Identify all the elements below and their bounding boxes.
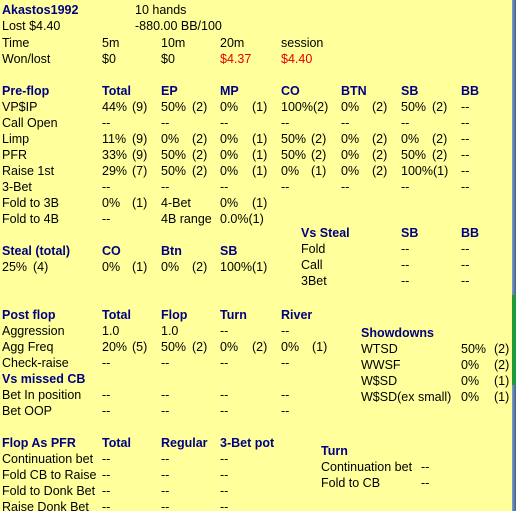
showdown-cell: (1) [494,374,510,388]
preflop-cell: (2) [372,132,388,146]
flop-pfr-cell: -- [102,468,111,482]
vs-steal-fold-bb: -- [461,242,470,256]
vs-steal-col-sb: SB [401,226,419,240]
fourbet-value: 0% [220,196,239,210]
steal-btn-value: 0% [161,260,180,274]
preflop-cell: -- [102,116,111,130]
showdown-cell: 0% [461,358,480,372]
flop-pfr-cell: -- [220,484,229,498]
steal-co-value: 0% [102,260,121,274]
vs-steal-fold-sb: -- [401,242,410,256]
preflop-cell: 0% [220,148,239,162]
postflop-cell: (5) [132,340,148,354]
preflop-cell: 100%(2) [281,100,329,114]
showdown-cell: W$SD [361,374,398,388]
flop-pfr-cell: Fold to Donk Bet [2,484,96,498]
player-name: Akastos1992 [2,3,79,17]
preflop-cell: -- [401,116,410,130]
preflop-cell: (2) [372,148,388,162]
postflop-col-river: River [281,308,313,322]
preflop-cell: -- [220,180,229,194]
preflop-cell: (2) [192,164,208,178]
vs-steal-call-label: Call [301,258,323,272]
preflop-cell: 0% [161,132,180,146]
showdown-cell: (2) [494,342,510,356]
preflop-cell: -- [161,116,170,130]
preflop-cell: -- [461,100,470,114]
flop-pfr-cell: Fold CB to Raise [2,468,97,482]
flop-pfr-col-3bet: 3-Bet pot [220,436,275,450]
preflop-cell: (2) [192,148,208,162]
window-scrollbar[interactable] [512,0,516,511]
preflop-title: Pre-flop [2,84,50,98]
flop-pfr-cell: -- [220,500,229,511]
preflop-cell: 29% [102,164,128,178]
postflop-col-total: Total [102,308,131,322]
steal-co-count: (1) [132,260,148,274]
preflop-cell: 50% [281,148,307,162]
preflop-col-ep: EP [161,84,178,98]
vs-missed-cb-cell: -- [281,388,290,402]
preflop-cell: PFR [2,148,27,162]
showdown-cell: (2) [494,358,510,372]
preflop-cell: 50% [161,100,187,114]
flop-pfr-cell: -- [220,468,229,482]
preflop-col-co: CO [281,84,300,98]
fourbet-count: (1) [252,196,268,210]
postflop-cell: Aggression [2,324,65,338]
preflop-cell: 50% [401,100,427,114]
preflop-cell: 0% [220,100,239,114]
flop-pfr-cell: -- [161,468,170,482]
preflop-cell: (2) [432,148,448,162]
preflop-cell: 0% [341,164,360,178]
preflop-cell: VP$IP [2,100,38,114]
time-col-5m: 5m [102,36,120,50]
preflop-cell: (9) [132,100,148,114]
flop-pfr-cell: -- [161,452,170,466]
flop-pfr-cell: Raise Donk Bet [2,500,89,511]
vs-missed-cb-cell: -- [220,404,229,418]
steal-total-count: (4) [33,260,49,274]
steal-col-co: CO [102,244,121,258]
time-label: Time [2,36,30,50]
vs-steal-3bet-label: 3Bet [301,274,327,288]
showdown-cell: 0% [461,390,480,404]
postflop-cell: (2) [192,340,208,354]
preflop-cell: 0% [281,164,300,178]
flop-pfr-cell: -- [220,452,229,466]
showdown-cell: 0% [461,374,480,388]
time-col-20m: 20m [220,36,245,50]
flop-pfr-cell: -- [102,484,111,498]
preflop-col-mp: MP [220,84,239,98]
preflop-cell: -- [461,116,470,130]
preflop-cell: 33% [102,148,128,162]
preflop-cell: 0% [341,100,360,114]
showdown-cell: (1) [494,390,510,404]
wonlost-label: Won/lost [2,52,51,66]
preflop-cell: 50% [281,132,307,146]
flop-pfr-cell: -- [102,500,111,511]
steal-sb-value: 100%(1) [220,260,268,274]
showdown-cell: 50% [461,342,487,356]
showdown-cell: W$SD(ex small) [361,390,452,404]
preflop-col-bb: BB [461,84,480,98]
fourbet-range-value: 0.0%(1) [220,212,264,226]
preflop-cell: 3-Bet [2,180,32,194]
postflop-cell: Check-raise [2,356,69,370]
preflop-cell: Call Open [2,116,58,130]
vs-steal-col-bb: BB [461,226,480,240]
wonlost-5m: $0 [102,52,116,66]
vs-steal-fold-label: Fold [301,242,326,256]
fold3b-label: Fold to 3B [2,196,59,210]
preflop-cell: -- [281,180,290,194]
wonlost-20m: $4.37 [220,52,252,66]
vs-steal-call-bb: -- [461,258,470,272]
preflop-cell: 0% [220,164,239,178]
fold4b-value: -- [102,212,111,226]
vs-missed-cb-cell: Bet In position [2,388,82,402]
preflop-cell: (2) [372,164,388,178]
preflop-cell: -- [341,116,350,130]
time-col-session: session [281,36,324,50]
preflop-cell: (1) [252,100,268,114]
postflop-cell: 0% [281,340,300,354]
postflop-cell: (1) [312,340,328,354]
flop-pfr-cell: Continuation bet [2,452,94,466]
postflop-col-flop: Flop [161,308,188,322]
postflop-cell: 1.0 [102,324,120,338]
preflop-cell: (9) [132,132,148,146]
steal-col-btn: Btn [161,244,182,258]
preflop-cell: Limp [2,132,30,146]
vs-steal-call-sb: -- [401,258,410,272]
preflop-cell: -- [102,180,111,194]
preflop-cell: (2) [192,132,208,146]
turn-fold-cb-value: -- [421,476,430,490]
fourbet-range-label: 4B range [161,212,212,226]
showdowns-title: Showdowns [361,326,434,340]
vs-missed-cb-cell: -- [102,388,111,402]
preflop-cell: 50% [161,148,187,162]
preflop-cell: (2) [311,148,327,162]
bb-per-100: -880.00 BB/100 [135,19,222,33]
fold3b-count: (1) [132,196,148,210]
postflop-cell: 1.0 [161,324,179,338]
preflop-cell: (7) [132,164,148,178]
postflop-cell: 50% [161,340,187,354]
fold4b-label: Fold to 4B [2,212,59,226]
preflop-cell: -- [461,148,470,162]
vs-missed-cb-cell: -- [220,388,229,402]
wonlost-session: $4.40 [281,52,313,66]
postflop-cell: 20% [102,340,128,354]
postflop-cell: -- [220,356,229,370]
vs-missed-cb-title: Vs missed CB [2,372,86,386]
vs-steal-3bet-sb: -- [401,274,410,288]
turn-title: Turn [321,444,348,458]
preflop-cell: (2) [432,100,448,114]
steal-btn-count: (2) [192,260,208,274]
vs-missed-cb-cell: -- [161,404,170,418]
preflop-cell: (1) [252,148,268,162]
preflop-cell: -- [281,116,290,130]
postflop-cell: 0% [220,340,239,354]
flop-pfr-col-total: Total [102,436,131,450]
hand-count: 10 hands [135,3,187,17]
preflop-cell: 100%(1) [401,164,449,178]
preflop-cell: (1) [311,164,327,178]
vs-missed-cb-cell: -- [281,404,290,418]
preflop-cell: 50% [161,164,187,178]
preflop-cell: (9) [132,148,148,162]
preflop-cell: 50% [401,148,427,162]
postflop-col-turn: Turn [220,308,247,322]
showdown-cell: WWSF [361,358,401,372]
postflop-cell: -- [281,324,290,338]
preflop-cell: -- [220,116,229,130]
turn-cbet-value: -- [421,460,430,474]
preflop-cell: -- [401,180,410,194]
postflop-title: Post flop [2,308,56,322]
preflop-cell: 44% [102,100,128,114]
preflop-cell: Raise 1st [2,164,55,178]
showdown-cell: WTSD [361,342,398,356]
preflop-cell: 0% [401,132,420,146]
preflop-cell: (2) [432,132,448,146]
preflop-cell: 11% [102,132,127,146]
flop-pfr-cell: -- [161,484,170,498]
postflop-cell: Agg Freq [2,340,54,354]
vs-missed-cb-cell: Bet OOP [2,404,53,418]
vs-steal-3bet-bb: -- [461,274,470,288]
preflop-col-total: Total [102,84,131,98]
preflop-cell: -- [461,164,470,178]
steal-col-sb: SB [220,244,238,258]
flop-pfr-cell: -- [161,500,170,511]
preflop-col-btn: BTN [341,84,367,98]
wonlost-10m: $0 [161,52,175,66]
vs-missed-cb-cell: -- [161,388,170,402]
preflop-cell: 0% [220,132,239,146]
steal-title: Steal (total) [2,244,71,258]
flop-pfr-cell: -- [102,452,111,466]
preflop-cell: (1) [252,164,268,178]
postflop-cell: -- [281,356,290,370]
scrollbar-thumb[interactable] [512,295,516,385]
preflop-cell: -- [161,180,170,194]
steal-total-value: 25% [2,260,28,274]
flop-pfr-col-regular: Regular [161,436,208,450]
fold3b-value: 0% [102,196,121,210]
preflop-col-sb: SB [401,84,419,98]
preflop-cell: -- [341,180,350,194]
turn-cbet-label: Continuation bet [321,460,413,474]
postflop-cell: -- [220,324,229,338]
preflop-cell: (2) [372,100,388,114]
postflop-cell: (2) [252,340,268,354]
postflop-cell: -- [161,356,170,370]
preflop-cell: 0% [341,132,360,146]
preflop-cell: -- [461,180,470,194]
time-col-10m: 10m [161,36,186,50]
vs-steal-title: Vs Steal [301,226,350,240]
preflop-cell: 0% [341,148,360,162]
preflop-cell: (2) [311,132,327,146]
lost-amount: Lost $4.40 [2,19,61,33]
fourbet-label: 4-Bet [161,196,191,210]
preflop-cell: -- [461,132,470,146]
flop-pfr-title: Flop As PFR [2,436,76,450]
postflop-cell: -- [102,356,111,370]
vs-missed-cb-cell: -- [102,404,111,418]
preflop-cell: (2) [192,100,208,114]
turn-fold-cb-label: Fold to CB [321,476,381,490]
preflop-cell: (1) [252,132,268,146]
